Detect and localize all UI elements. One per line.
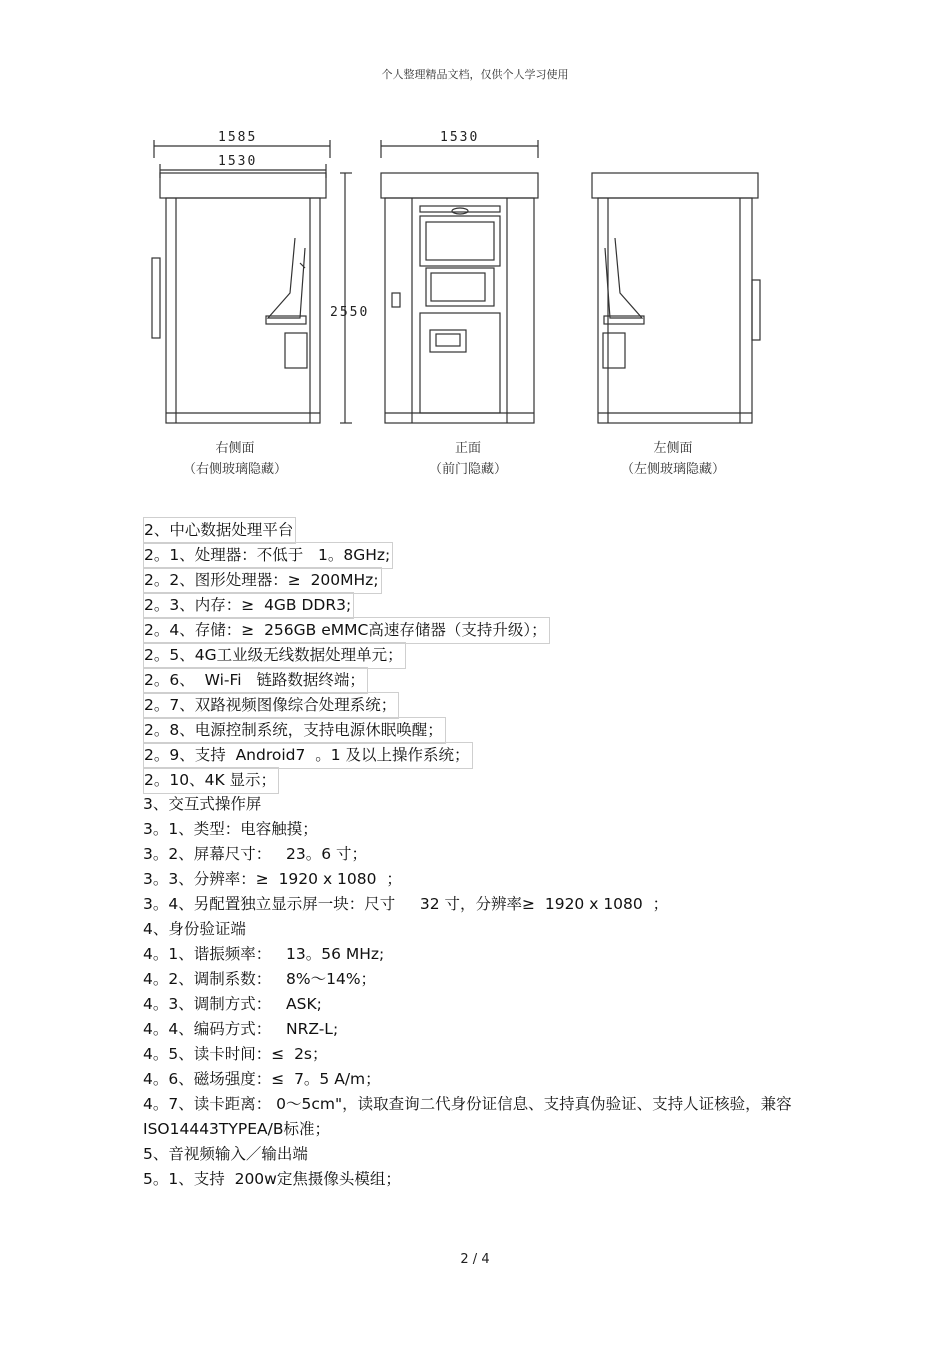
caption-right-side-title: 右侧面 — [215, 441, 255, 456]
dim-front-width: 1530 — [440, 130, 480, 145]
spec-text: 5、音视频输入／输出端 — [143, 1145, 308, 1163]
spec-text: 2、中心数据处理平台 — [143, 517, 296, 544]
spec-line — [143, 717, 823, 742]
spec-text: 2。1、处理器：不低于 1。8GHz; — [143, 542, 393, 569]
spec-line — [143, 617, 823, 642]
spec-text: 2。4、存储：≥ 256GB eMMC高速存储器（支持升级）； — [143, 617, 550, 644]
caption-front-title: 正面 — [454, 441, 481, 456]
spec-text: 4。7、读卡距离： 0～5cm"，读取查询二代身份证信息、支持真伪验证、支持人证核验，兼容 ISO14443TYPEA/B标准； — [143, 1095, 792, 1138]
spec-line — [143, 567, 823, 592]
spec-line — [143, 642, 823, 667]
spec-line — [143, 1017, 823, 1042]
kiosk-drawing — [140, 118, 780, 488]
spec-text: 2。6、 Wi-Fi 链路数据终端； — [143, 667, 368, 694]
spec-line — [143, 917, 823, 942]
spec-text: 3。1、类型：电容触摸； — [143, 820, 318, 838]
caption-left-side-sub: （左侧玻璃隐藏） — [620, 462, 725, 477]
spec-text: 2。7、双路视频图像综合处理系统； — [143, 692, 399, 719]
spec-line — [143, 592, 823, 617]
caption-right-side — [160, 438, 310, 480]
caption-front-sub: （前门隐藏） — [428, 462, 507, 477]
spec-text: 3。4、另配置独立显示屏一块：尺寸 32 寸，分辨率≥ 1920 x 1080 ； — [143, 895, 669, 913]
spec-line — [143, 692, 823, 717]
spec-line — [143, 892, 823, 917]
spec-text: 4。3、调制方式： ASK; — [143, 995, 322, 1013]
spec-line — [143, 942, 823, 967]
spec-text: 2。2、图形处理器：≥ 200MHz; — [143, 567, 382, 594]
dim-height: 2550 — [330, 305, 370, 320]
spec-text: 4。5、读卡时间：≤ 2s； — [143, 1045, 328, 1063]
dim-side-inner: 1530 — [218, 154, 258, 169]
dim-side-outer: 1585 — [218, 130, 258, 145]
page-header: 个人整理精品文档，仅供个人学习使用 — [381, 68, 569, 81]
spec-line — [143, 517, 823, 542]
spec-text: 2。9、支持 Android7 。1 及以上操作系统； — [143, 742, 473, 769]
spec-line — [143, 1092, 823, 1142]
spec-line — [143, 1167, 823, 1192]
spec-text: 4、身份验证端 — [143, 920, 246, 938]
spec-text: 2。8、电源控制系统，支持电源休眠唤醒； — [143, 717, 446, 744]
caption-right-side-sub: （右侧玻璃隐藏） — [182, 462, 287, 477]
spec-text: 3。3、分辨率：≥ 1920 x 1080 ； — [143, 870, 402, 888]
spec-text: 4。6、磁场强度：≤ 7。5 A/m； — [143, 1070, 381, 1088]
spec-text: 2。5、4G工业级无线数据处理单元； — [143, 642, 406, 669]
spec-text: 2。3、内存：≥ 4GB DDR3; — [143, 592, 354, 619]
page-number: 2 / 4 — [460, 1252, 490, 1267]
spec-text: 4。4、编码方式： NRZ-L; — [143, 1020, 339, 1038]
spec-text: 3、交互式操作屏 — [143, 795, 262, 813]
spec-text: 4。1、谐振频率： 13。56 MHz; — [143, 945, 385, 963]
spec-line — [143, 792, 823, 817]
spec-text: 5。1、支持 200w定焦摄像头模组； — [143, 1170, 401, 1188]
caption-left-side-title: 左侧面 — [653, 441, 693, 456]
kiosk-elevation-views — [140, 118, 780, 488]
spec-text: 4。2、调制系数： 8%～14%； — [143, 970, 377, 988]
spec-text: 3。2、屏幕尺寸： 23。6 寸； — [143, 845, 368, 863]
caption-left-side — [598, 438, 748, 480]
spec-line — [143, 817, 823, 842]
spec-line — [143, 667, 823, 692]
spec-line — [143, 542, 823, 567]
spec-list — [143, 517, 823, 1192]
spec-line — [143, 1067, 823, 1092]
spec-line — [143, 767, 823, 792]
spec-line — [143, 967, 823, 992]
spec-line — [143, 1042, 823, 1067]
caption-front — [393, 438, 543, 480]
spec-line — [143, 842, 823, 867]
spec-line — [143, 867, 823, 892]
spec-text: 2。10、4K 显示； — [143, 767, 279, 794]
spec-line — [143, 742, 823, 767]
spec-line — [143, 992, 823, 1017]
spec-line — [143, 1142, 823, 1167]
